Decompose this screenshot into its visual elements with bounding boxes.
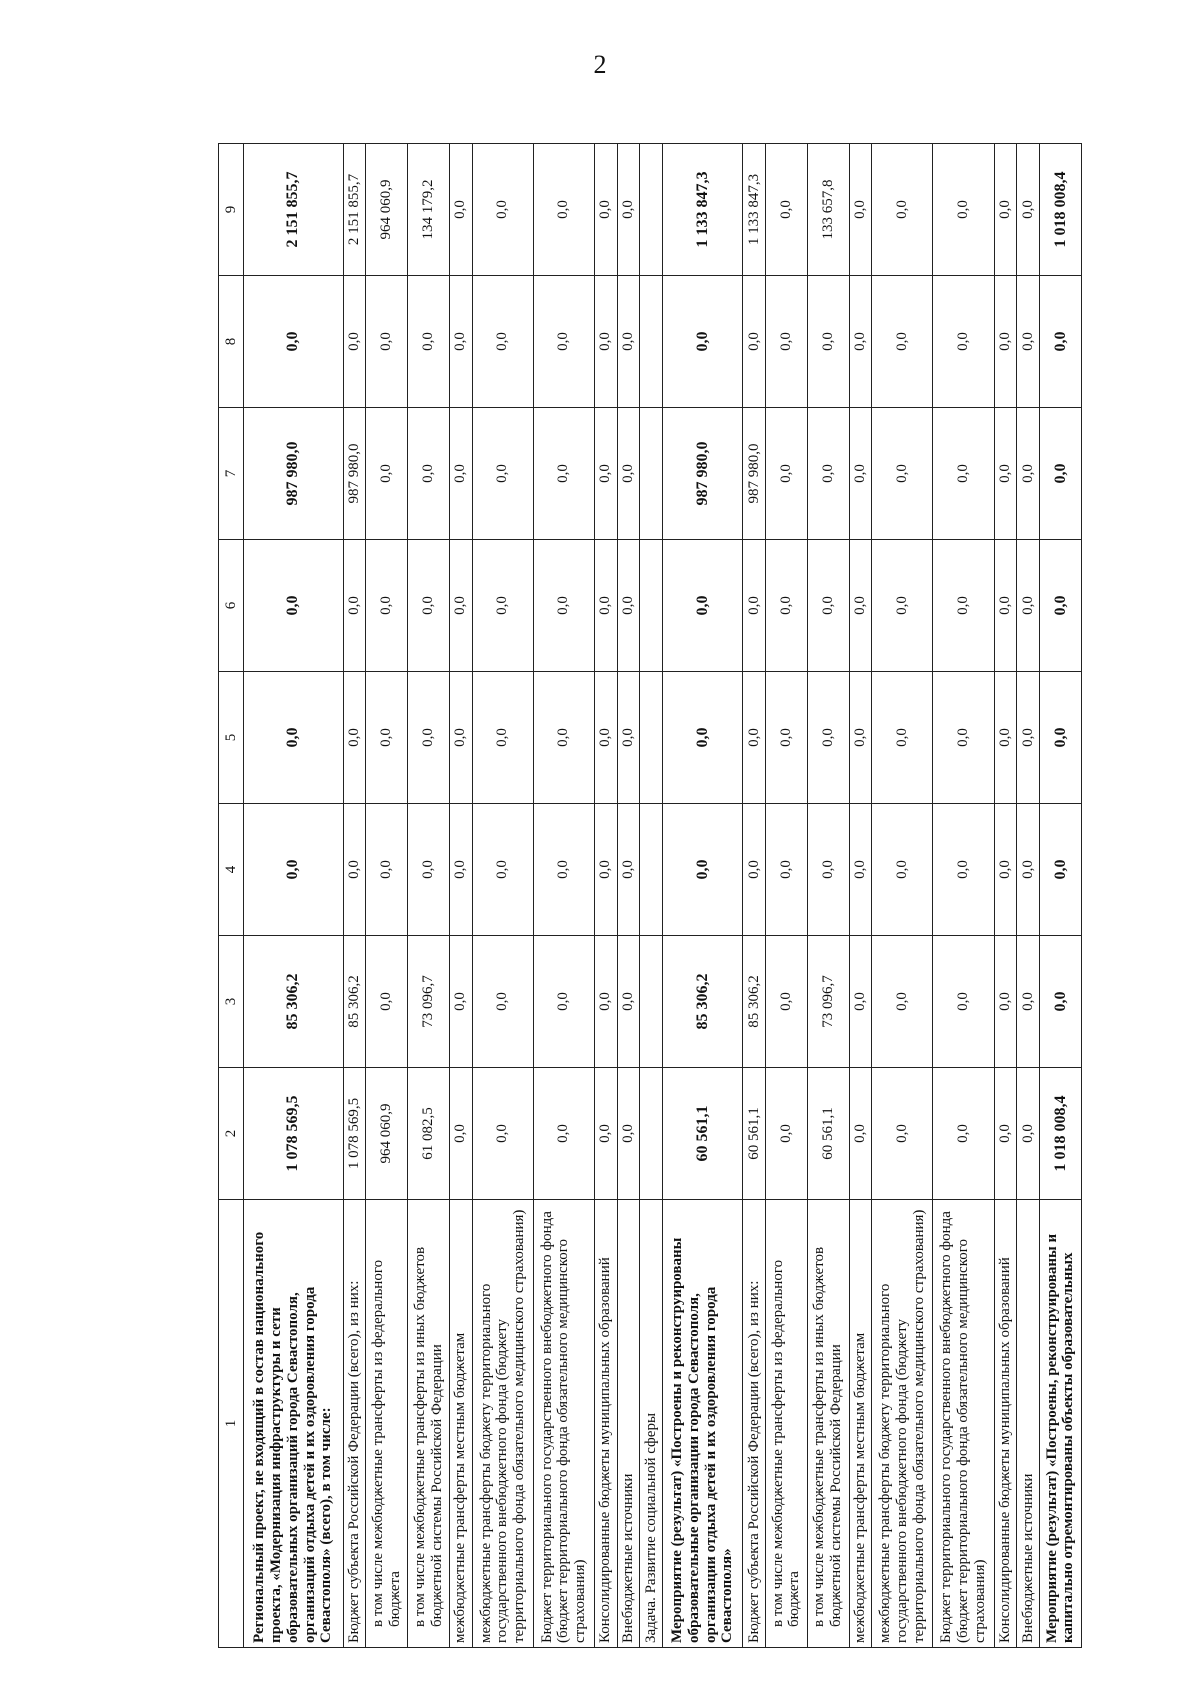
value-cell-col-2: 0,0 (872, 1068, 933, 1200)
value-cell-col-8: 0,0 (807, 276, 849, 408)
value-cell-col-9: 1 018 008,4 (1039, 144, 1081, 276)
value-cell-col-7: 0,0 (1039, 408, 1081, 540)
value-cell-col-6: 0,0 (594, 540, 617, 672)
value-cell-col-7: 987 980,0 (662, 408, 742, 540)
empty-cell (640, 1068, 663, 1200)
column-header-6: 6 (219, 540, 244, 672)
value-cell-col-9: 0,0 (594, 144, 617, 276)
value-cell-col-6: 0,0 (533, 540, 594, 672)
value-cell-col-2: 0,0 (1017, 1068, 1040, 1200)
value-cell-col-2: 0,0 (617, 1068, 640, 1200)
value-cell-col-7: 0,0 (765, 408, 807, 540)
row-label: Бюджет территориального государственного внебюджетного фонда (бюджет территориального фонда обязательного медицинского страхования) (933, 1200, 994, 1648)
value-cell-col-4: 0,0 (1017, 804, 1040, 936)
value-cell-col-4: 0,0 (994, 804, 1017, 936)
value-cell-col-3: 0,0 (594, 936, 617, 1068)
value-cell-col-5: 0,0 (617, 672, 640, 804)
value-cell-col-9: 133 657,8 (807, 144, 849, 276)
row-label: межбюджетные трансферты местным бюджетам (849, 1200, 872, 1648)
column-header-3: 3 (219, 936, 244, 1068)
row-label: Мероприятие (результат) «Построены и реконструированы образовательные организации города Севастополя, организации отдыха детей и их оздоровления города Севастополя» (662, 1200, 742, 1648)
table-row (617, 144, 640, 1648)
value-cell-col-6: 0,0 (872, 540, 933, 672)
value-cell-col-8: 0,0 (533, 276, 594, 408)
value-cell-col-7: 0,0 (366, 408, 408, 540)
value-cell-col-9: 0,0 (994, 144, 1017, 276)
value-cell-col-3: 0,0 (533, 936, 594, 1068)
value-cell-col-5: 0,0 (743, 672, 766, 804)
value-cell-col-8: 0,0 (765, 276, 807, 408)
value-cell-col-4: 0,0 (933, 804, 994, 936)
value-cell-col-9: 0,0 (617, 144, 640, 276)
value-cell-col-6: 0,0 (343, 540, 366, 672)
value-cell-col-8: 0,0 (343, 276, 366, 408)
row-label: Консолидированные бюджеты муниципальных образований (594, 1200, 617, 1648)
value-cell-col-9: 0,0 (933, 144, 994, 276)
value-cell-col-5: 0,0 (849, 672, 872, 804)
value-cell-col-7: 0,0 (872, 408, 933, 540)
value-cell-col-8: 0,0 (472, 276, 533, 408)
value-cell-col-8: 0,0 (933, 276, 994, 408)
value-cell-col-7: 0,0 (472, 408, 533, 540)
table-row (366, 144, 408, 1648)
column-header-8: 8 (219, 276, 244, 408)
column-header-9: 9 (219, 144, 244, 276)
table-row (743, 144, 766, 1648)
column-header-1: 1 (219, 1200, 244, 1648)
value-cell-col-4: 0,0 (343, 804, 366, 936)
value-cell-col-5: 0,0 (343, 672, 366, 804)
value-cell-col-3: 0,0 (872, 936, 933, 1068)
value-cell-col-3: 0,0 (472, 936, 533, 1068)
column-header-4: 4 (219, 804, 244, 936)
table-row (640, 144, 663, 1648)
value-cell-col-4: 0,0 (617, 804, 640, 936)
value-cell-col-8: 0,0 (872, 276, 933, 408)
value-cell-col-6: 0,0 (807, 540, 849, 672)
row-label: в том числе межбюджетные трансферты из иных бюджетов бюджетной системы Российской Федерации (408, 1200, 450, 1648)
table-row (244, 144, 344, 1648)
empty-cell (640, 276, 663, 408)
value-cell-col-5: 0,0 (662, 672, 742, 804)
value-cell-col-7: 987 980,0 (244, 408, 344, 540)
value-cell-col-6: 0,0 (662, 540, 742, 672)
table-row (472, 144, 533, 1648)
row-label: в том числе межбюджетные трансферты из иных бюджетов бюджетной системы Российской Федерации (807, 1200, 849, 1648)
value-cell-col-2: 964 060,9 (366, 1068, 408, 1200)
value-cell-col-5: 0,0 (533, 672, 594, 804)
value-cell-col-2: 0,0 (933, 1068, 994, 1200)
value-cell-col-5: 0,0 (450, 672, 473, 804)
value-cell-col-6: 0,0 (1039, 540, 1081, 672)
value-cell-col-3: 73 096,7 (408, 936, 450, 1068)
value-cell-col-4: 0,0 (594, 804, 617, 936)
row-label: Бюджет территориального государственного внебюджетного фонда (бюджет территориального фонда обязательного медицинского страхования) (533, 1200, 594, 1648)
page-number: 2 (593, 50, 607, 79)
table-row (594, 144, 617, 1648)
value-cell-col-4: 0,0 (533, 804, 594, 936)
budget-table (218, 143, 1082, 1648)
value-cell-col-2: 0,0 (533, 1068, 594, 1200)
empty-cell (640, 408, 663, 540)
row-label: Региональный проект, не входящий в состав национального проекта, «Модернизация инфраструктуры и сети образовательных организаций города Севастополя, организаций отдыха детей и их оздоровления города Севастополя» (всего), в том числе: (244, 1200, 344, 1648)
value-cell-col-2: 1 078 569,5 (244, 1068, 344, 1200)
value-cell-col-7: 0,0 (408, 408, 450, 540)
value-cell-col-6: 0,0 (408, 540, 450, 672)
table-row (408, 144, 450, 1648)
value-cell-col-2: 0,0 (594, 1068, 617, 1200)
value-cell-col-3: 0,0 (933, 936, 994, 1068)
value-cell-col-2: 0,0 (765, 1068, 807, 1200)
table-row (343, 144, 366, 1648)
value-cell-col-7: 0,0 (617, 408, 640, 540)
value-cell-col-2: 0,0 (472, 1068, 533, 1200)
value-cell-col-7: 0,0 (533, 408, 594, 540)
value-cell-col-8: 0,0 (662, 276, 742, 408)
value-cell-col-2: 0,0 (450, 1068, 473, 1200)
value-cell-col-8: 0,0 (366, 276, 408, 408)
value-cell-col-3: 0,0 (765, 936, 807, 1068)
value-cell-col-5: 0,0 (1039, 672, 1081, 804)
row-label: в том числе межбюджетные трансферты из федерального бюджета (765, 1200, 807, 1648)
value-cell-col-9: 1 133 847,3 (743, 144, 766, 276)
value-cell-col-9: 134 179,2 (408, 144, 450, 276)
value-cell-col-5: 0,0 (366, 672, 408, 804)
table-row (1039, 144, 1081, 1648)
value-cell-col-9: 0,0 (533, 144, 594, 276)
value-cell-col-8: 0,0 (1017, 276, 1040, 408)
value-cell-col-6: 0,0 (743, 540, 766, 672)
value-cell-col-3: 85 306,2 (343, 936, 366, 1068)
value-cell-col-8: 0,0 (617, 276, 640, 408)
value-cell-col-9: 0,0 (872, 144, 933, 276)
value-cell-col-2: 0,0 (994, 1068, 1017, 1200)
row-label: Внебюджетные источники (1017, 1200, 1040, 1648)
value-cell-col-4: 0,0 (366, 804, 408, 936)
value-cell-col-2: 0,0 (849, 1068, 872, 1200)
value-cell-col-5: 0,0 (933, 672, 994, 804)
table-body (244, 144, 1082, 1648)
value-cell-col-4: 0,0 (244, 804, 344, 936)
value-cell-col-3: 0,0 (450, 936, 473, 1068)
row-label: в том числе межбюджетные трансферты из федерального бюджета (366, 1200, 408, 1648)
value-cell-col-7: 0,0 (594, 408, 617, 540)
row-label: межбюджетные трансферты местным бюджетам (450, 1200, 473, 1648)
value-cell-col-8: 0,0 (849, 276, 872, 408)
value-cell-col-4: 0,0 (743, 804, 766, 936)
value-cell-col-3: 85 306,2 (743, 936, 766, 1068)
column-header-2: 2 (219, 1068, 244, 1200)
table-row (450, 144, 473, 1648)
table-row (765, 144, 807, 1648)
value-cell-col-4: 0,0 (408, 804, 450, 936)
value-cell-col-6: 0,0 (366, 540, 408, 672)
value-cell-col-8: 0,0 (450, 276, 473, 408)
value-cell-col-5: 0,0 (244, 672, 344, 804)
value-cell-col-3: 85 306,2 (244, 936, 344, 1068)
value-cell-col-3: 0,0 (849, 936, 872, 1068)
value-cell-col-6: 0,0 (472, 540, 533, 672)
value-cell-col-5: 0,0 (994, 672, 1017, 804)
table-row (872, 144, 933, 1648)
value-cell-col-3: 85 306,2 (662, 936, 742, 1068)
value-cell-col-6: 0,0 (617, 540, 640, 672)
value-cell-col-9: 964 060,9 (366, 144, 408, 276)
value-cell-col-2: 61 082,5 (408, 1068, 450, 1200)
value-cell-col-8: 0,0 (994, 276, 1017, 408)
empty-cell (640, 936, 663, 1068)
value-cell-col-5: 0,0 (594, 672, 617, 804)
value-cell-col-4: 0,0 (807, 804, 849, 936)
value-cell-col-4: 0,0 (765, 804, 807, 936)
value-cell-col-8: 0,0 (1039, 276, 1081, 408)
value-cell-col-4: 0,0 (472, 804, 533, 936)
value-cell-col-7: 0,0 (849, 408, 872, 540)
value-cell-col-7: 987 980,0 (343, 408, 366, 540)
value-cell-col-8: 0,0 (743, 276, 766, 408)
column-header-7: 7 (219, 408, 244, 540)
value-cell-col-9: 2 151 855,7 (343, 144, 366, 276)
row-label: межбюджетные трансферты бюджету территориального государственного внебюджетного фонда (бюджету территориального фонда обязательного медицинского страхования) (872, 1200, 933, 1648)
value-cell-col-4: 0,0 (662, 804, 742, 936)
value-cell-col-9: 0,0 (849, 144, 872, 276)
budget-table-rotated (218, 144, 1082, 1648)
table-row (533, 144, 594, 1648)
value-cell-col-3: 0,0 (994, 936, 1017, 1068)
value-cell-col-6: 0,0 (765, 540, 807, 672)
value-cell-col-5: 0,0 (872, 672, 933, 804)
value-cell-col-6: 0,0 (450, 540, 473, 672)
row-label: Задача. Развитие социальной сферы (640, 1200, 663, 1648)
value-cell-col-5: 0,0 (472, 672, 533, 804)
empty-cell (640, 144, 663, 276)
header-row (219, 144, 244, 1648)
row-label: Бюджет субъекта Российской Федерации (всего), из них: (743, 1200, 766, 1648)
value-cell-col-7: 0,0 (994, 408, 1017, 540)
value-cell-col-3: 0,0 (366, 936, 408, 1068)
value-cell-col-9: 0,0 (765, 144, 807, 276)
value-cell-col-5: 0,0 (408, 672, 450, 804)
value-cell-col-6: 0,0 (994, 540, 1017, 672)
row-label: Мероприятие (результат) «Построены, реконструированы и капитально отремонтированы объекты образовательных (1039, 1200, 1081, 1648)
value-cell-col-3: 73 096,7 (807, 936, 849, 1068)
value-cell-col-2: 60 561,1 (743, 1068, 766, 1200)
value-cell-col-9: 0,0 (472, 144, 533, 276)
value-cell-col-4: 0,0 (872, 804, 933, 936)
table-row (933, 144, 994, 1648)
value-cell-col-8: 0,0 (408, 276, 450, 408)
value-cell-col-7: 0,0 (933, 408, 994, 540)
value-cell-col-6: 0,0 (244, 540, 344, 672)
row-label: Консолидированные бюджеты муниципальных образований (994, 1200, 1017, 1648)
empty-cell (640, 804, 663, 936)
value-cell-col-5: 0,0 (807, 672, 849, 804)
row-label: Внебюджетные источники (617, 1200, 640, 1648)
table-row (849, 144, 872, 1648)
value-cell-col-3: 0,0 (1039, 936, 1081, 1068)
value-cell-col-6: 0,0 (849, 540, 872, 672)
value-cell-col-9: 2 151 855,7 (244, 144, 344, 276)
value-cell-col-7: 987 980,0 (743, 408, 766, 540)
value-cell-col-7: 0,0 (807, 408, 849, 540)
column-header-5: 5 (219, 672, 244, 804)
value-cell-col-4: 0,0 (849, 804, 872, 936)
table-row (662, 144, 742, 1648)
table-row (807, 144, 849, 1648)
value-cell-col-9: 1 133 847,3 (662, 144, 742, 276)
value-cell-col-4: 0,0 (450, 804, 473, 936)
value-cell-col-5: 0,0 (1017, 672, 1040, 804)
empty-cell (640, 672, 663, 804)
value-cell-col-6: 0,0 (933, 540, 994, 672)
value-cell-col-7: 0,0 (1017, 408, 1040, 540)
row-label: межбюджетные трансферты бюджету территориального государственного внебюджетного фонда (бюджету территориального фонда обязательного медицинского страхования) (472, 1200, 533, 1648)
value-cell-col-4: 0,0 (1039, 804, 1081, 936)
row-label: Бюджет субъекта Российской Федерации (всего), из них: (343, 1200, 366, 1648)
value-cell-col-2: 60 561,1 (662, 1068, 742, 1200)
value-cell-col-7: 0,0 (450, 408, 473, 540)
value-cell-col-2: 60 561,1 (807, 1068, 849, 1200)
value-cell-col-8: 0,0 (244, 276, 344, 408)
value-cell-col-9: 0,0 (450, 144, 473, 276)
table-row (1017, 144, 1040, 1648)
empty-cell (640, 540, 663, 672)
value-cell-col-8: 0,0 (594, 276, 617, 408)
value-cell-col-3: 0,0 (617, 936, 640, 1068)
value-cell-col-9: 0,0 (1017, 144, 1040, 276)
table-row (994, 144, 1017, 1648)
value-cell-col-2: 1 078 569,5 (343, 1068, 366, 1200)
value-cell-col-5: 0,0 (765, 672, 807, 804)
value-cell-col-6: 0,0 (1017, 540, 1040, 672)
value-cell-col-2: 1 018 008,4 (1039, 1068, 1081, 1200)
value-cell-col-3: 0,0 (1017, 936, 1040, 1068)
